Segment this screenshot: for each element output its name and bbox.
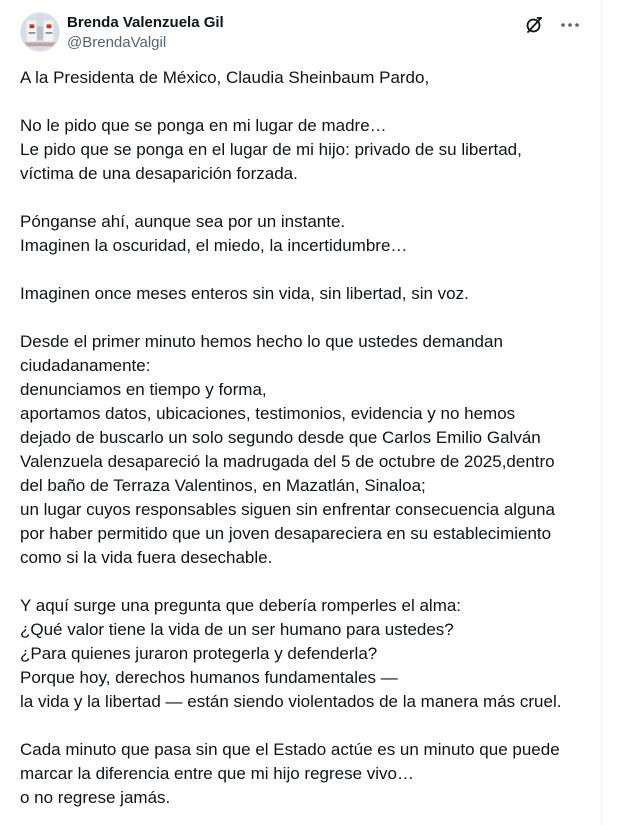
avatar[interactable] [20, 12, 60, 52]
post-text-line [20, 186, 590, 210]
post-text-line: Cada minuto que pasa sin que el Estado actúe es un minuto que puede [20, 740, 560, 759]
post-text-line: Pónganse ahí, aunque sea por un instante. [20, 212, 346, 231]
post-text-line: ¿Para quienes juraron protegerla y defenderla? [20, 644, 378, 663]
post-text-line: Valenzuela desapareció la madrugada del 5 de octubre de 2025,dentro [20, 452, 555, 471]
post-text-line [20, 570, 590, 594]
post-text-line: Imaginen la oscuridad, el miedo, la incertidumbre… [20, 236, 408, 255]
post-text-line: Le pido que se ponga en el lugar de mi hijo: privado de su libertad, [20, 140, 522, 159]
post-text-line [20, 714, 590, 738]
post-header [20, 12, 581, 56]
post-text-line: aportamos datos, ubicaciones, testimonios, evidencia y no hemos [20, 404, 516, 423]
post-text-line: A la Presidenta de México, Claudia Sheinbaum Pardo, [20, 68, 430, 87]
post-text-line [20, 306, 590, 330]
post-text-line: No le pido que se ponga en mi lugar de madre… [20, 116, 387, 135]
more-options-icon[interactable] [559, 14, 581, 36]
post-text-line: Desde el primer minuto hemos hecho lo que ustedes demandan [20, 332, 503, 351]
post-text-line: o no regrese jamás. [20, 788, 171, 807]
post-text-line: del baño de Terraza Valentinos, en Mazatlán, Sinaloa; [20, 476, 426, 495]
post-text-line: por haber permitido que un joven desapareciera en su establecimiento [20, 524, 552, 543]
post-text-line: Porque hoy, derechos humanos fundamentales — [20, 668, 398, 687]
grok-icon[interactable] [523, 14, 545, 36]
author-handle[interactable]: @BrendaValgil [67, 34, 167, 51]
post-text-line: denunciamos en tiempo y forma, [20, 380, 267, 399]
post-text [20, 66, 590, 810]
post-text-line: dejado de buscarlo un solo segundo desde que Carlos Emilio Galván [20, 428, 541, 447]
post-text-line: Y aquí surge una pregunta que debería romperles el alma: [20, 596, 462, 615]
post-text-line: Imaginen once meses enteros sin vida, sin libertad, sin voz. [20, 284, 469, 303]
post-text-line: marcar la diferencia entre que mi hijo regrese vivo… [20, 764, 415, 783]
author-name[interactable]: Brenda Valenzuela Gil [67, 14, 224, 31]
post-text-line: víctima de una desaparición forzada. [20, 164, 298, 183]
post-text-line: como si la vida fuera desechable. [20, 548, 273, 567]
post-text-line [20, 258, 590, 282]
post-text-line: ciudadanamente: [20, 356, 151, 375]
post-text-line: la vida y la libertad — están siendo violentados de la manera más cruel. [20, 692, 562, 711]
post-text-line [20, 90, 590, 114]
profile-photo-icon [21, 13, 59, 51]
post-text-line: ¿Qué valor tiene la vida de un ser humano para ustedes? [20, 620, 454, 639]
post-text-line: un lugar cuyos responsables siguen sin enfrentar consecuencia alguna [20, 500, 555, 519]
